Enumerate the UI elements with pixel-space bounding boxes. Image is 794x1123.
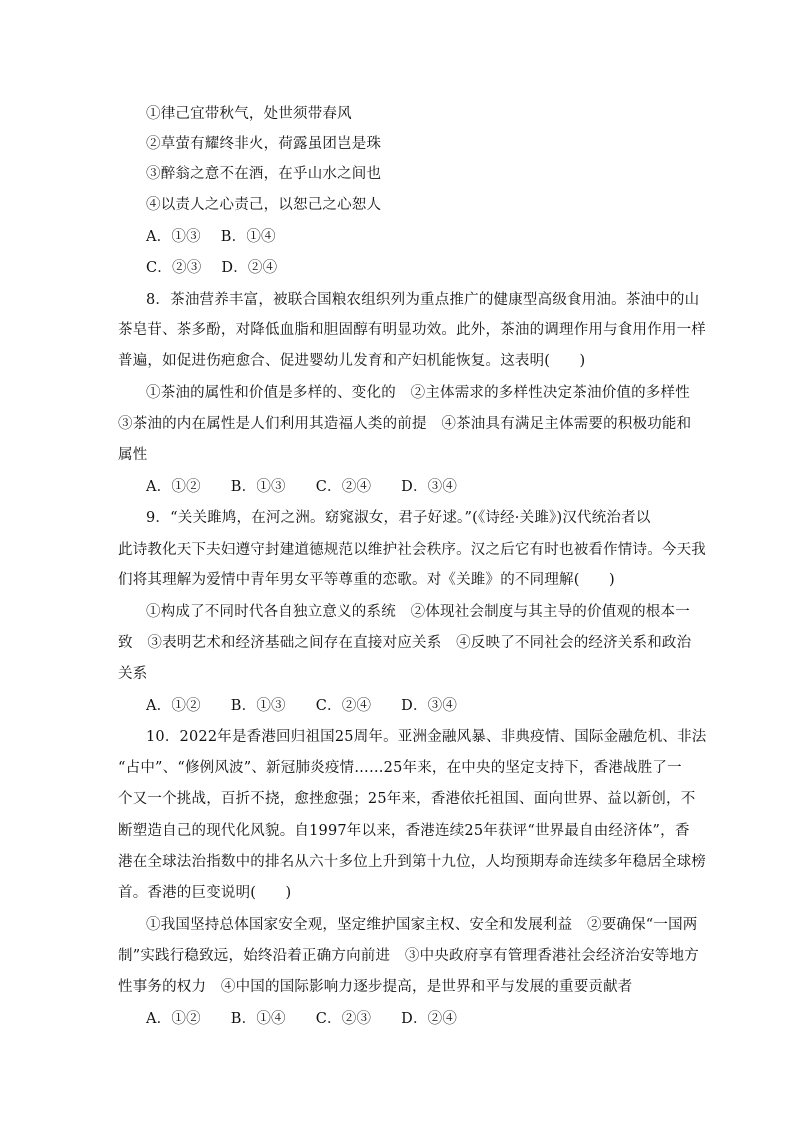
q10-stem-line-2: “占中”、“修例风波”、新冠肺炎疫情……25年来，在中央的坚定支持下，香港战胜了一 bbox=[118, 760, 682, 776]
q7-item-1: ①律己宜带秋气，处世须带春风 bbox=[146, 106, 352, 122]
q7-options-row-1 bbox=[146, 227, 276, 247]
q10-option-b[interactable]: B．①④ bbox=[230, 1011, 286, 1027]
q10-item-line-2: 制”实践行稳致远，始终沿着正确方向前进 ③中央政府享有管理香港社会经济治安等地方 bbox=[118, 948, 699, 964]
q8-stem-line-3: 普遍，如促进伤疤愈合、促进婴幼儿发育和产妇机能恢复。这表明( ) bbox=[118, 353, 586, 369]
q7-item-3: ③醉翁之意不在酒，在乎山水之间也 bbox=[146, 166, 382, 182]
q10-item-line-1: ①我国坚持总体国家安全观，坚定维护国家主权、安全和发展利益 ②要确保“一国两 bbox=[146, 917, 698, 933]
q10-stem-line-1: 10．2022年是香港回归祖国25周年。亚洲金融风暴、非典疫情、国际金融危机、非法 bbox=[146, 729, 707, 745]
q8-item-line-2: ③茶油的内在属性是人们利用其造福人类的前提 ④茶油具有满足主体需要的积极功能和 bbox=[118, 416, 692, 432]
q9-stem-line-1: 9．“关关雎鸠，在河之洲。窈窕淑女，君子好逑。”(《诗经·关雎》)汉代统治者以 bbox=[146, 510, 651, 526]
q9-option-b[interactable]: B．①③ bbox=[230, 698, 286, 714]
q7-item-4: ④以责人之心责己，以恕己之心恕人 bbox=[146, 197, 382, 213]
q8-option-a[interactable]: A．①② bbox=[146, 479, 201, 495]
q9-stem-line-3: 们将其理解为爱情中青年男女平等尊重的恋歌。对《关雎》的不同理解( ) bbox=[118, 572, 615, 588]
q9-option-d[interactable]: D．③④ bbox=[401, 698, 458, 714]
q8-options bbox=[146, 477, 457, 497]
q9-option-a[interactable]: A．①② bbox=[146, 698, 201, 714]
q10-stem-line-6: 首。香港的巨变说明( ) bbox=[118, 885, 292, 901]
q8-option-b[interactable]: B．①③ bbox=[230, 479, 286, 495]
q7-option-d[interactable]: D．②④ bbox=[221, 260, 278, 276]
q10-stem-line-4: 断塑造自己的现代化风貌。自1997年以来，香港连续25年获评“世界最自由经济体”，香 bbox=[118, 823, 690, 839]
q9-item-line-3: 关系 bbox=[118, 666, 148, 682]
q8-stem-line-1: 8．茶油营养丰富，被联合国粮农组织列为重点推广的健康型高级食用油。茶油中的山 bbox=[146, 292, 700, 308]
q7-option-a[interactable]: A．①③ bbox=[146, 229, 201, 245]
q10-option-a[interactable]: A．①② bbox=[146, 1011, 201, 1027]
q9-options bbox=[146, 696, 457, 716]
q7-item-2: ②草萤有耀终非火，荷露虽团岂是珠 bbox=[146, 136, 382, 152]
q9-item-line-1: ①构成了不同时代各自独立意义的系统 ②体现社会制度与其主导的价值观的根本一 bbox=[146, 604, 690, 620]
q7-option-c[interactable]: C．②③ bbox=[146, 260, 202, 276]
q10-stem-line-3: 个又一个挑战，百折不挠，愈挫愈强；25年来，香港依托祖国、面向世界、益以新创，不 bbox=[118, 791, 696, 807]
q8-option-c[interactable]: C．②④ bbox=[315, 479, 372, 495]
q7-option-b[interactable]: B．①④ bbox=[220, 229, 276, 245]
q8-item-line-1: ①茶油的属性和价值是多样的、变化的 ②主体需求的多样性决定茶油价值的多样性 bbox=[146, 385, 690, 401]
q9-item-line-2: 致 ③表明艺术和经济基础之间存在直接对应关系 ④反映了不同社会的经济关系和政治 bbox=[118, 635, 692, 651]
q10-item-line-3: 性事务的权力 ④中国的国际影响力逐步提高，是世界和平与发展的重要贡献者 bbox=[118, 979, 633, 995]
q10-option-c[interactable]: C．②③ bbox=[315, 1011, 372, 1027]
q8-stem-line-2: 茶皂苷、茶多酚，对降低血脂和胆固醇有明显功效。此外，茶油的调理作用与食用作用一样 bbox=[118, 322, 706, 338]
q10-options bbox=[146, 1009, 457, 1029]
q9-stem-line-2: 此诗教化天下夫妇遵守封建道德规范以维护社会秩序。汉之后它有时也被看作情诗。今天我 bbox=[118, 542, 706, 558]
q10-option-d[interactable]: D．②④ bbox=[401, 1011, 458, 1027]
q8-item-line-3: 属性 bbox=[118, 447, 148, 463]
q9-option-c[interactable]: C．②④ bbox=[315, 698, 372, 714]
q8-option-d[interactable]: D．③④ bbox=[401, 479, 458, 495]
q7-options-row-2 bbox=[146, 258, 277, 278]
q10-stem-line-5: 港在全球法治指数中的排名从六十多位上升到第十九位，人均预期寿命连续多年稳居全球榜 bbox=[118, 854, 706, 870]
